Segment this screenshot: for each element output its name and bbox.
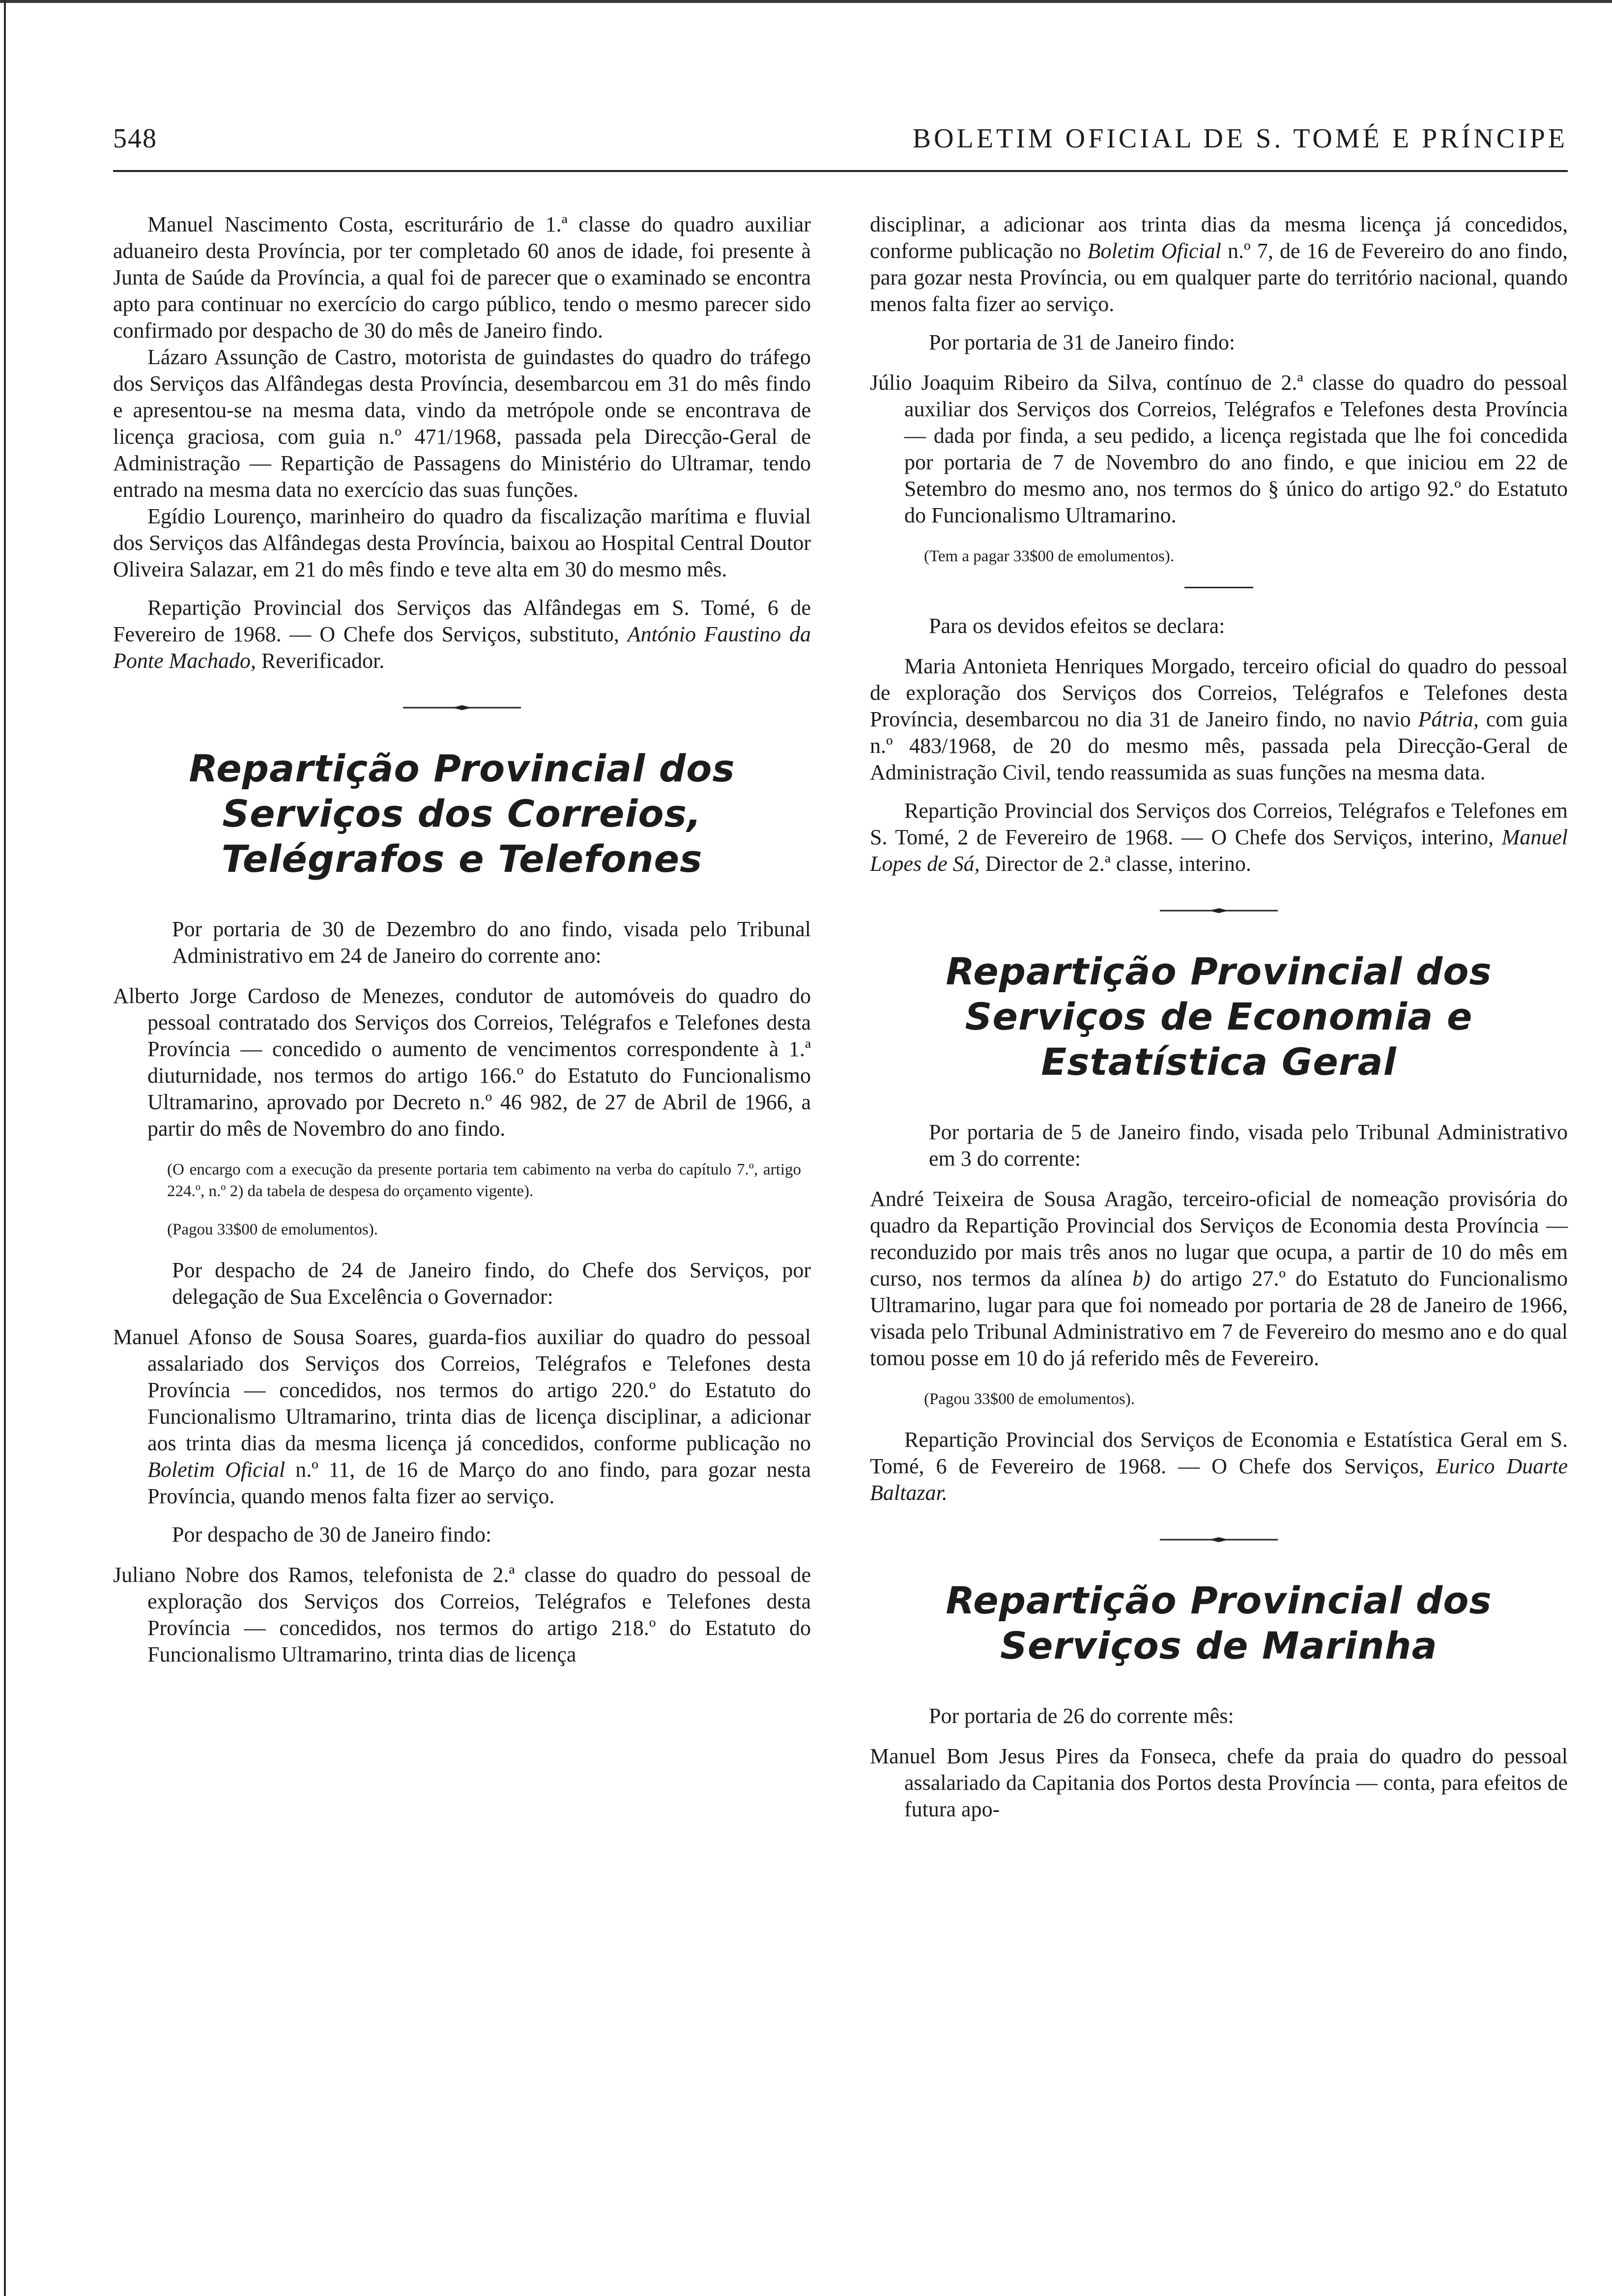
signatory-name: António Faustino da Ponte Machado, — [113, 622, 811, 673]
paragraph-morgado: Maria Antonieta Henriques Morgado, terceiro oficial do quadro do pessoal de exploração dos Serviços dos Correios, Telégrafos e Telefones desta Província, desembarcou no dia 31 de Janeiro findo, no navio Pátria, com guia n.º 483/1968, de 20 do mesmo mês, passada pela Direcção-Geral de Administração Civil, tendo reassumida as suas funções na mesma data. — [870, 654, 1568, 784]
section-ornament — [403, 704, 521, 712]
section-ornament — [1160, 1536, 1278, 1544]
heading-economia: Repartição Provincial dos Serviços de Economia e Estatística Geral — [946, 949, 1492, 1084]
short-rule-1 — [1184, 587, 1253, 588]
paragraph-alfandegas-signoff: Repartição Provincial dos Serviços das Alfândegas em S. Tomé, 6 de Fevereiro de 1968. — O Chefe dos Serviços, substituto, António Faustino da Ponte Machado, Reverificador. — [113, 596, 811, 673]
right-column — [870, 211, 1568, 1823]
paragraph-castro: Lázaro Assunção de Castro, motorista de guindastes do quadro do tráfego dos Serviços das Alfândegas desta Província, desembarcou em 31 do mês findo e apresentou-se na mesma data, vindo da metrópole onde se encontrava de licença graciosa, com guia n.º 471/1968, passada pela Direcção-Geral de Administração — Repartição de Passagens do Ministério do Ultramar, tendo entrado na mesma data no exercício das suas funções. — [113, 345, 811, 502]
intro-portaria-31: Por portaria de 31 de Janeiro findo: — [929, 330, 1236, 354]
paragraph-menezes: Alberto Jorge Cardoso de Menezes, condutor de automóveis do quadro do pessoal contratado dos Serviços dos Correios, Telégrafos e Telefones desta Província — concedido o aumento de vencimentos correspondente à 1.ª diuturnidade, nos termos do artigo 166.º do Estatuto do Funcionalismo Ultramarino, aprovado por Decreto n.º 46 982, de 27 de Abril de 1966, a partir do mês de Novembro do ano findo. — [113, 984, 811, 1141]
paragraph-soares: Manuel Afonso de Sousa Soares, guarda-fios auxiliar do quadro do pessoal assalariado dos Serviços dos Correios, Telégrafos e Telefones desta Província — concedidos, nos termos do artigo 220.º do Estatuto do Funcionalismo Ultramarino, trinta dias de licença disciplinar, a adicionar aos trinta dias da mesma licença já concedidos, conforme publicação no Boletim Oficial n.º 11, de 16 de Março do ano findo, para gozar nesta Província, quando menos falta fizer ao serviço. — [113, 1325, 811, 1508]
paragraph-silva: Júlio Joaquim Ribeiro da Silva, contínuo de 2.ª classe do quadro do pessoal auxiliar dos Serviços dos Correios, Telégrafos e Telefones desta Província — dada por finda, a seu pedido, a licença registada que lhe foi concedida por portaria de 7 de Novembro do ano findo, e que iniciou em 22 de Setembro do mesmo ano, nos termos do § único do artigo 92.º do Estatuto do Funcionalismo Ultramarino. — [870, 371, 1568, 527]
intro-portaria-dezembro: Por portaria de 30 de Dezembro do ano findo, visada pelo Tribunal Administrativo em 24 de Janeiro do corrente ano: — [172, 917, 811, 968]
signatory-name: Eurico Duarte Baltazar. — [870, 1454, 1568, 1505]
paragraph-ramos: Juliano Nobre dos Ramos, telefonista de 2.ª classe do quadro do pessoal de exploração dos Serviços dos Correios, Telégrafos e Telefones desta Província — concedidos, nos termos do artigo 218.º do Estatuto do Funcionalismo Ultramarino, trinta dias de licença — [113, 1563, 811, 1666]
paragraph-fonseca: Manuel Bom Jesus Pires da Fonseca, chefe da praia do quadro do pessoal assalariado da Capitania dos Portos desta Província — conta, para efeitos de futura apo- — [870, 1744, 1568, 1821]
header-rule — [113, 170, 1568, 172]
note-emolumentos-1: (Pagou 33$00 de emolumentos). — [167, 1221, 378, 1238]
note-encargo: (O encargo com a execução da presente portaria tem cabimento na verba do capítulo 7.º, artigo 224.º, n.º 2) da tabela de despesa do orçamento vigente). — [167, 1161, 801, 1200]
note-emolumentos-2: (Tem a pagar 33$00 de emolumentos). — [924, 547, 1175, 565]
paragraph-correios-signoff: Repartição Provincial dos Serviços dos Correios, Telégrafos e Telefones em S. Tomé, 2 de Fevereiro de 1968. — O Chefe dos Serviços, interino, Manuel Lopes de Sá, Director de 2.ª classe, interino. — [870, 799, 1568, 876]
signatory-name: Manuel Lopes de Sá, — [870, 825, 1568, 876]
heading-correios: Repartição Provincial dos Serviços dos Correios, Telégrafos e Telefones — [189, 746, 735, 881]
scan-edge-top — [0, 0, 1612, 3]
paragraph-aragao: André Teixeira de Sousa Aragão, terceiro-oficial de nomeação provisória do quadro da Repartição Provincial dos Serviços de Economia desta Província — reconduzido por mais três anos no lugar que ocupa, a partir de 10 do mês em curso, nos termos da alínea b) do artigo 27.º do Estatuto do Funcionalismo Ultramarino, lugar para que foi nomeado por portaria de 28 de Janeiro de 1966, visada pelo Tribunal Administrativo em 7 de Fevereiro do mesmo ano e do qual tomou posse em 10 do já referido mês de Fevereiro. — [870, 1187, 1568, 1370]
intro-declaracao: Para os devidos efeitos se declara: — [929, 614, 1225, 638]
paragraph-lourenco: Egídio Lourenço, marinheiro do quadro da fiscalização marítima e fluvial dos Serviços das Alfândegas desta Província, baixou ao Hospital Central Doutor Oliveira Salazar, em 21 do mês findo e teve alta em 30 do mesmo mês. — [113, 504, 811, 581]
intro-despacho-24: Por despacho de 24 de Janeiro findo, do Chefe dos Serviços, por delegação de Sua Excelência o Governador: — [172, 1258, 811, 1309]
left-column — [113, 211, 811, 1668]
note-emolumentos-3: (Pagou 33$00 de emolumentos). — [924, 1390, 1135, 1408]
scan-edge-left — [4, 0, 6, 2296]
page-number: 548 — [113, 123, 157, 154]
paragraph-costa: Manuel Nascimento Costa, escriturário de 1.ª classe do quadro auxiliar aduaneiro desta Província, por ter completado 60 anos de idade, foi presente à Junta de Saúde da Província, a qual foi de parecer que o examinado se encontra apto para continuar no exercício do cargo público, tendo o mesmo parecer sido confirmado por despacho de 30 do mês de Janeiro findo. — [113, 212, 811, 343]
paragraph-economia-signoff: Repartição Provincial dos Serviços de Economia e Estatística Geral em S. Tomé, 6 de Fevereiro de 1968. — O Chefe dos Serviços, Eurico Duarte Baltazar. — [870, 1428, 1568, 1505]
intro-portaria-26: Por portaria de 26 do corrente mês: — [929, 1704, 1234, 1728]
intro-despacho-30: Por despacho de 30 de Janeiro findo: — [172, 1522, 492, 1547]
journal-title: BOLETIM OFICIAL DE S. TOMÉ E PRÍNCIPE — [912, 123, 1568, 154]
page-header — [113, 123, 1568, 162]
intro-portaria-5: Por portaria de 5 de Janeiro findo, visada pelo Tribunal Administrativo em 3 do corrente: — [929, 1120, 1568, 1171]
section-ornament — [1160, 907, 1278, 915]
heading-marinha: Repartição Provincial dos Serviços de Marinha — [946, 1578, 1492, 1667]
paragraph-ramos-continued: disciplinar, a adicionar aos trinta dias da mesma licença já concedidos, conforme publicação no Boletim Oficial n.º 7, de 16 de Fevereiro do ano findo, para gozar nesta Província, ou em qualquer parte do território nacional, quando menos falta fizer ao serviço. — [870, 212, 1568, 316]
